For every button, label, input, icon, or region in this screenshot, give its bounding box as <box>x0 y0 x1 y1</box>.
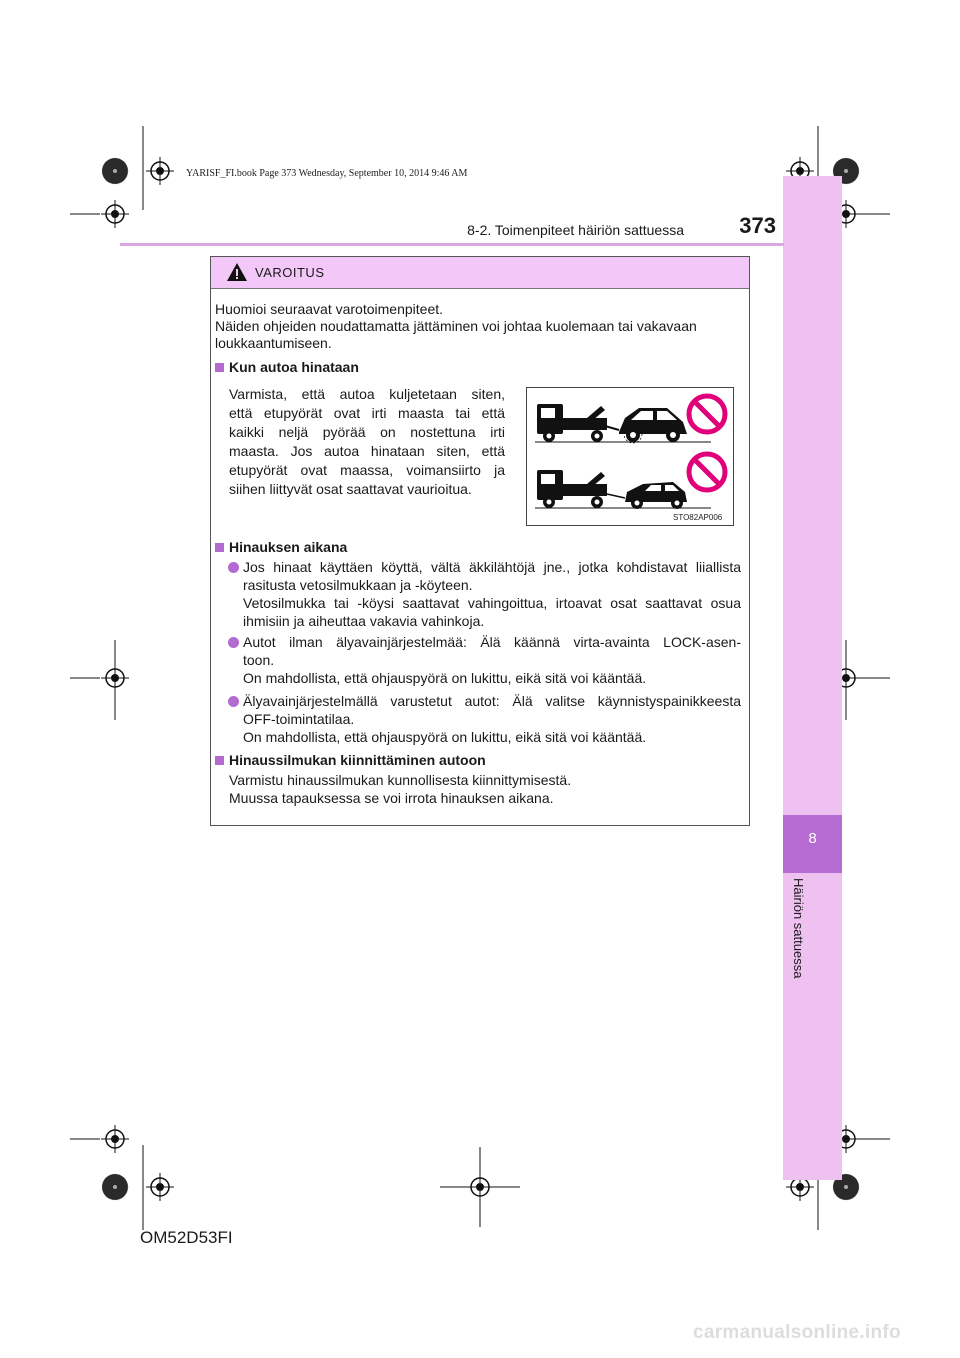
paragraph-line: Muussa tapauksessa se voi irrota hinauksen aikana. <box>229 790 554 806</box>
tow-truck-diagram <box>527 388 733 525</box>
paragraph-line: toon. <box>243 652 275 668</box>
chapter-label: Häiriön sattuessa <box>791 878 806 979</box>
bullet-dot <box>228 696 239 707</box>
section-bullet-square <box>215 756 224 765</box>
section-heading: Hinaussilmukan kiinnittäminen autoon <box>229 752 486 768</box>
paragraph-line: rasitusta vetosilmukkaan ja -köyteen. <box>243 577 473 593</box>
section-heading: Hinauksen aikana <box>229 539 348 555</box>
section-heading: Kun autoa hinataan <box>229 359 359 375</box>
paragraph-line: Älyavainjärjestelmällä varustetut autot: Älä valitse käynnistyspainikkeesta <box>243 693 741 709</box>
tow-truck-upper <box>535 404 711 443</box>
tow-truck-lower <box>535 470 711 509</box>
towing-illustration <box>526 387 734 526</box>
chapter-number: 8 <box>808 830 817 847</box>
warning-intro-line: loukkaantumiseen. <box>215 335 332 351</box>
section-bullet-square <box>215 543 224 552</box>
paragraph-line: kaikki neljä pyörää on nostettuna irti <box>229 424 505 440</box>
paragraph-line: siihen liittyvät osat saattavat vaurioitua. <box>229 481 472 497</box>
paragraph-line: Autot ilman älyavainjärjestelmää: Älä käännä virta-avainta LOCK-asen- <box>243 634 741 650</box>
book-stamp: YARISF_FI.book Page 373 Wednesday, September 10, 2014 9:46 AM <box>186 168 468 179</box>
prohibited-icon <box>689 454 725 490</box>
paragraph-line: Vetosilmukka tai -köysi saattavat vahingoittua, irtoavat osat saattavat osua <box>243 595 741 611</box>
paragraph-line: Varmistu hinaussilmukan kunnollisesta kiinnittymisestä. <box>229 772 572 788</box>
illustration-code: STO82AP006 <box>673 513 723 522</box>
header-rule <box>120 243 784 246</box>
chapter-side-tab <box>783 176 842 1180</box>
paragraph-line: Varmista, että autoa kuljetetaan siten, <box>229 386 505 402</box>
paragraph-line: että etupyörät ovat irti maasta tai että <box>229 405 505 421</box>
paragraph-line: OFF-toimintatilaa. <box>243 711 355 727</box>
section-title: 8-2. Toimenpiteet häiriön sattuessa <box>467 222 684 238</box>
paragraph-line: On mahdollista, että ohjauspyörä on lukittu, eikä sitä voi kääntää. <box>243 729 647 745</box>
paragraph-line: Jos hinaat käyttäen köyttä, vältä äkkilähtöjä jne., jotka kohdistavat liiallista <box>243 559 741 575</box>
paragraph-line: maasta. Jos autoa hinataan siten, että <box>229 443 505 459</box>
bullet-dot <box>228 562 239 573</box>
bullet-dot <box>228 637 239 648</box>
section-bullet-square <box>215 363 224 372</box>
warning-triangle-icon <box>226 262 248 282</box>
paragraph-line: ihmisiin ja aiheuttaa vakavia vahinkoja. <box>243 613 485 629</box>
warning-intro-line: Näiden ohjeiden noudattamatta jättäminen voi johtaa kuolemaan tai vakavaan <box>215 318 697 334</box>
paragraph-line: On mahdollista, että ohjauspyörä on lukittu, eikä sitä voi kääntää. <box>243 670 647 686</box>
page-number: 373 <box>739 213 776 238</box>
paragraph-line: etupyörät ovat maassa, voimansiirto ja <box>229 462 505 478</box>
document-code: OM52D53FI <box>140 1228 233 1247</box>
warning-title: VAROITUS <box>255 265 325 280</box>
prohibited-icon <box>689 396 725 432</box>
warning-intro-line: Huomioi seuraavat varotoimenpiteet. <box>215 301 444 317</box>
watermark: carmanualsonline.info <box>693 1322 901 1343</box>
